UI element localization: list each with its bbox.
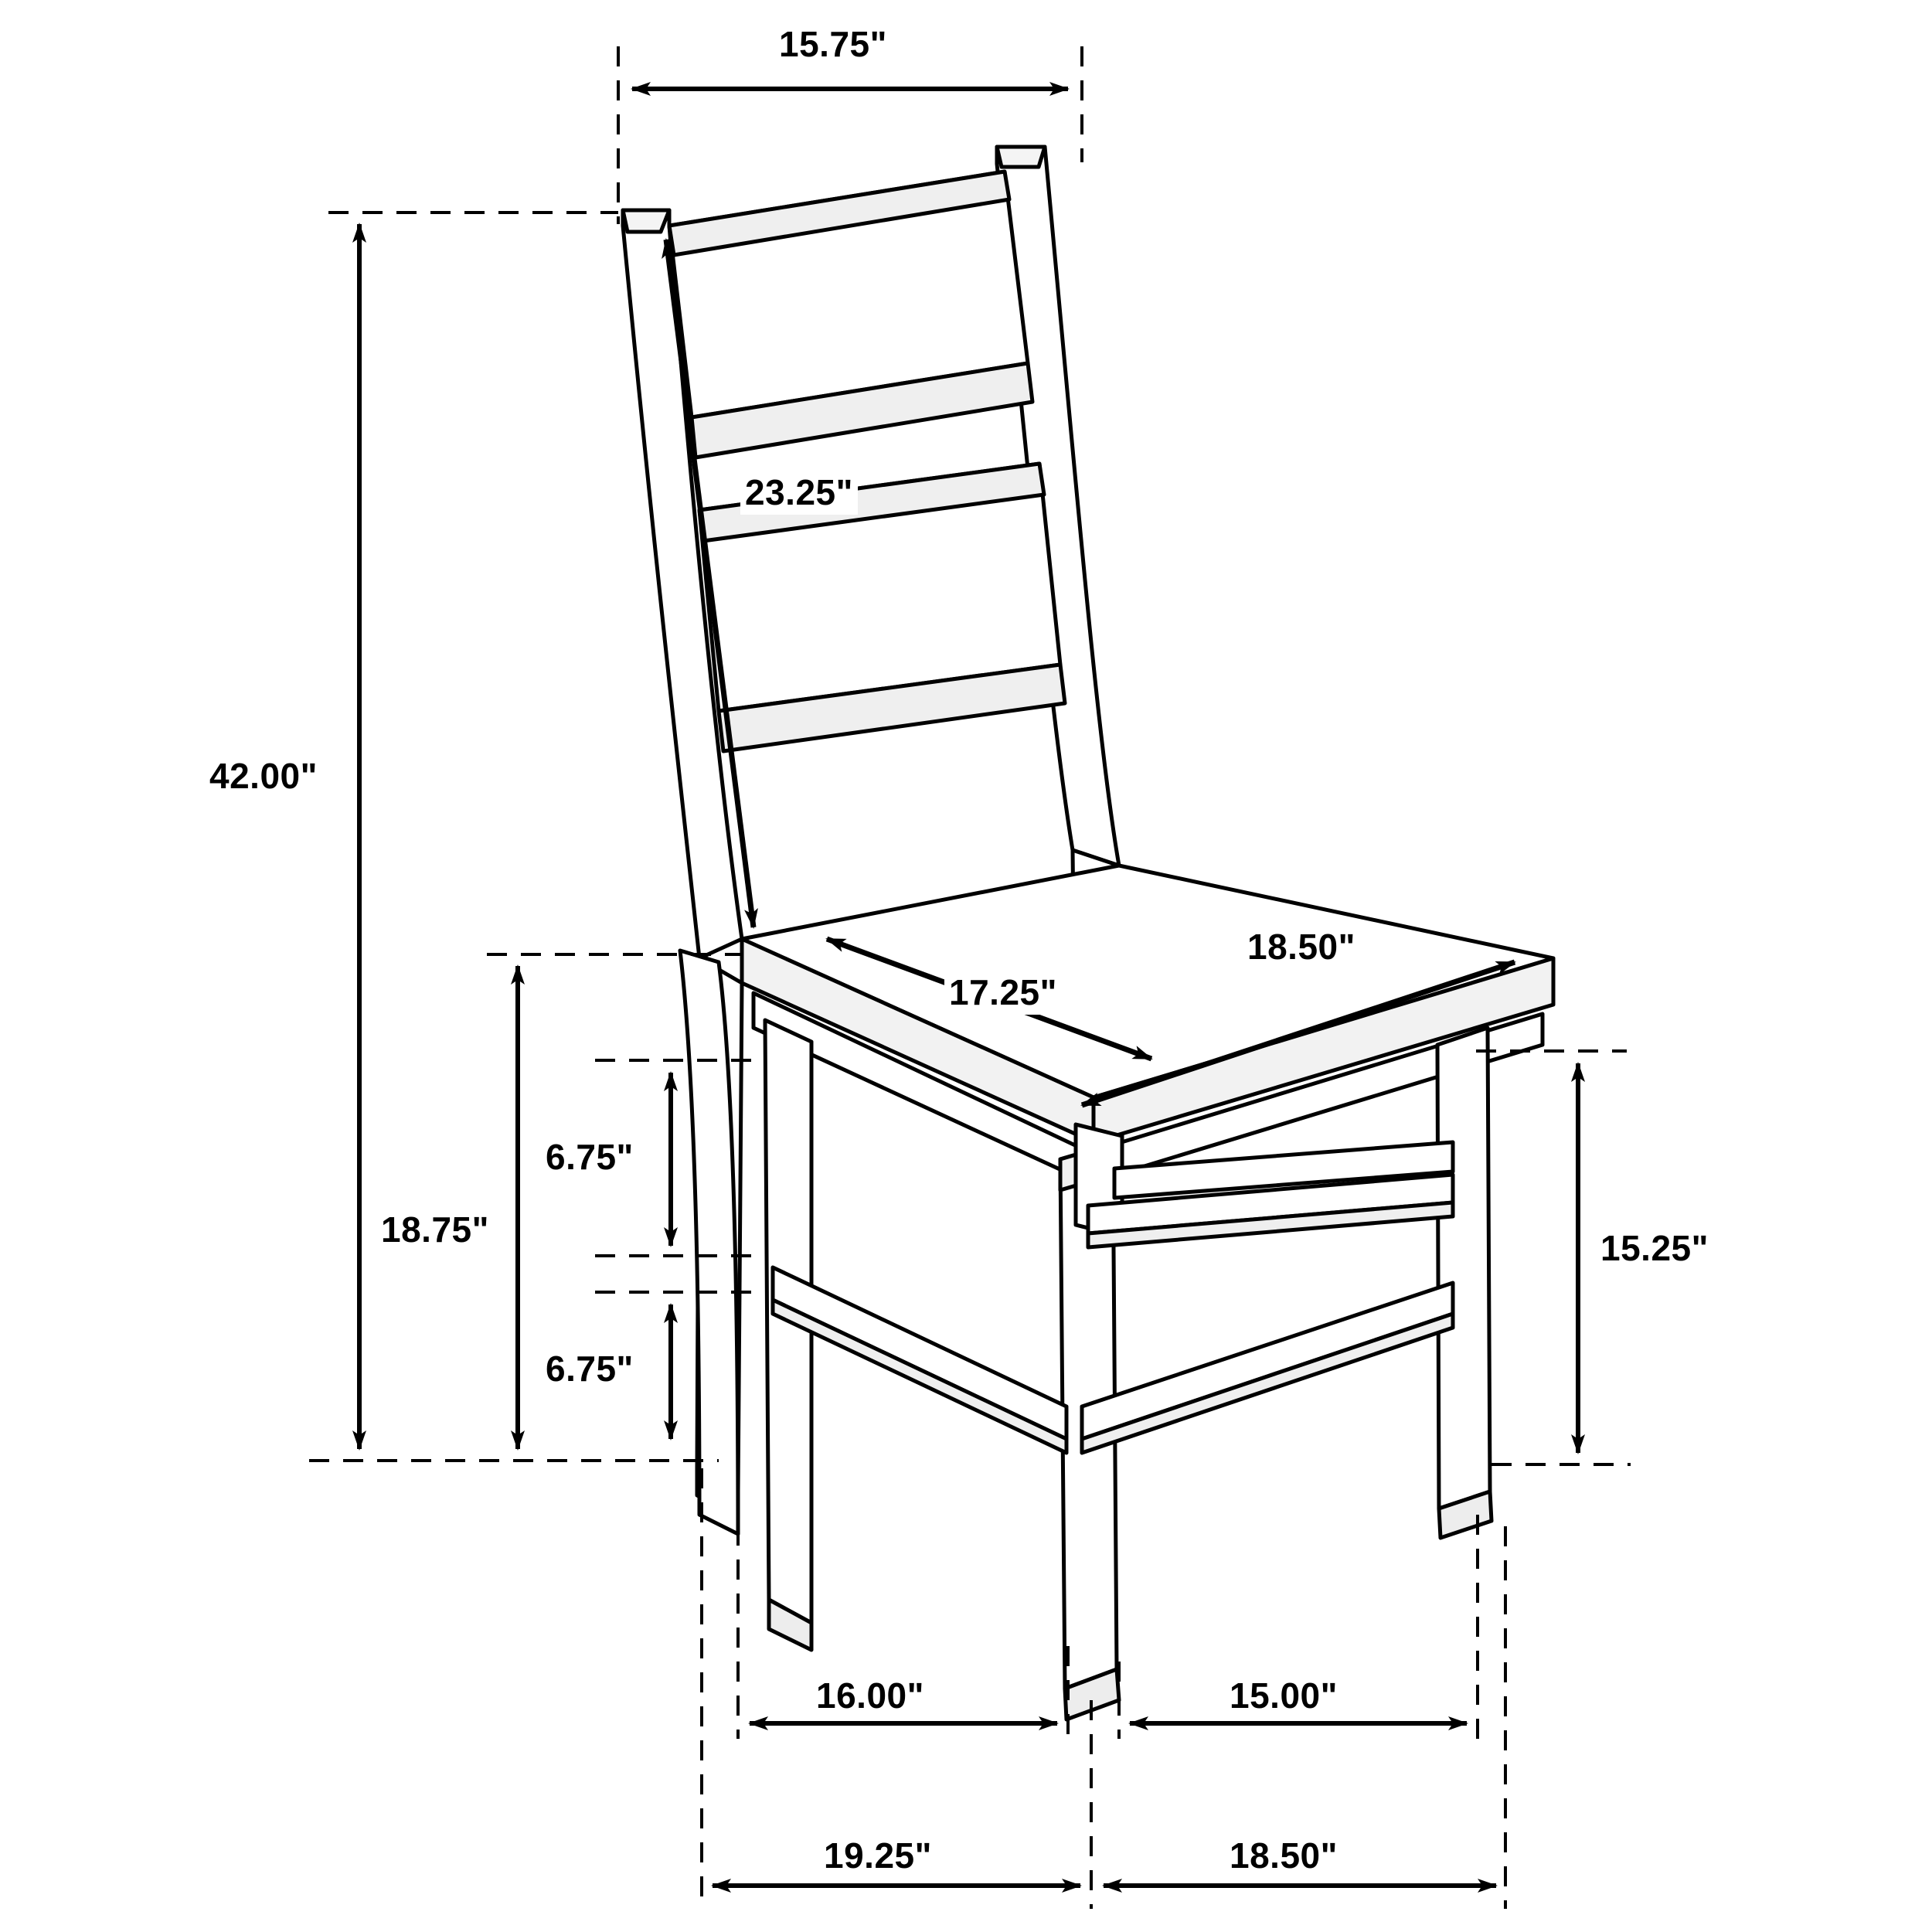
- dimension-label-front-leg-span: 16.00": [811, 1673, 929, 1718]
- dimension-label-lower-stretcher: 6.75": [541, 1346, 638, 1391]
- dimension-label-side-seat-height: 15.25": [1596, 1226, 1713, 1270]
- dimension-label-overall-height: 42.00": [205, 753, 322, 798]
- dimension-label-seat-width: 18.50": [1243, 924, 1360, 969]
- dimension-label-back-width: 15.75": [774, 22, 892, 66]
- dimension-label-seat-depth: 17.25": [944, 970, 1062, 1015]
- dimension-label-upper-stretcher: 6.75": [541, 1134, 638, 1179]
- dimension-label-overall-depth: 19.25": [819, 1833, 937, 1878]
- dimension-label-side-leg-span: 15.00": [1225, 1673, 1342, 1718]
- dimension-label-overall-width: 18.50": [1225, 1833, 1342, 1878]
- dimension-label-back-rest-height: 23.25": [740, 470, 858, 515]
- dimension-label-seat-height: 18.75": [376, 1207, 494, 1252]
- chair-body: [623, 147, 1553, 1719]
